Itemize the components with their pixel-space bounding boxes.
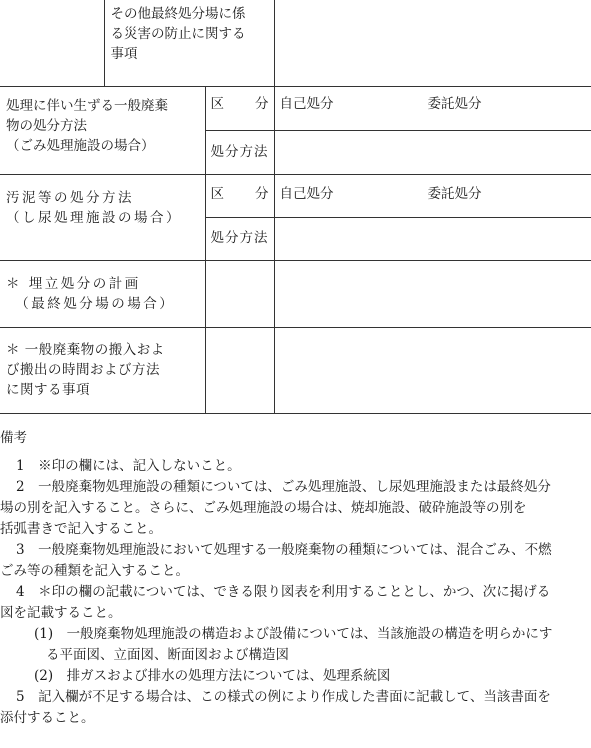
note-line: 括弧書きで記入すること。 xyxy=(0,521,162,537)
item-label-garbage-disposal: 処理に伴い生ずる一般廃棄 物の処分方法 （ごみ処理施設の場合） xyxy=(6,97,168,154)
item-cell xyxy=(0,86,205,174)
notes-section xyxy=(0,428,591,729)
row-garbage-disposal-category xyxy=(0,86,591,130)
note-line: (2) 排ガスおよび排水の処理方法については、処理系統図 xyxy=(34,668,391,684)
item-cell xyxy=(0,174,205,260)
category-options xyxy=(275,87,591,114)
input-cell-landfill-plan[interactable] xyxy=(274,260,591,327)
category-options-cell xyxy=(274,86,591,130)
notes-title: 備考 xyxy=(0,430,27,446)
option-outsourced-disposal[interactable]: 委託処分 xyxy=(427,95,482,112)
item-label-landfill-plan: ＊ 埋立処分の計画 （最終処分場の場合） xyxy=(6,275,176,312)
category-label-a: 区 xyxy=(210,95,224,112)
item-label-sludge-disposal: 汚泥等の処分方法 （し尿処理施設の場合） xyxy=(6,189,182,226)
input-cell-waste-transport[interactable] xyxy=(274,327,591,413)
empty-cell xyxy=(0,0,104,86)
category-label-b: 分 xyxy=(255,185,269,202)
method-label: 処分方法 xyxy=(210,229,269,246)
item-label-disaster-prevention: その他最終処分場に係 る災害の防止に関する 事項 xyxy=(110,6,246,62)
item-cell xyxy=(104,0,274,86)
note-line: る平面図、立面図、断面図および構造図 xyxy=(46,647,289,663)
row-sludge-disposal-category xyxy=(0,174,591,217)
note-line: ごみ等の種類を記入すること。 xyxy=(0,563,189,579)
input-cell-sludge-method[interactable] xyxy=(274,217,591,260)
blank-cell xyxy=(205,327,274,413)
blank-cell xyxy=(205,260,274,327)
category-label xyxy=(206,175,274,204)
note-line: 図を記載すること。 xyxy=(0,605,122,621)
category-label-cell xyxy=(205,174,274,217)
note-line: (1) 一般廃棄物処理施設の構造および設備については、当該施設の構造を明らかにす xyxy=(34,626,553,642)
input-cell-garbage-method[interactable] xyxy=(274,130,591,174)
note-line: 4 ＊印の欄の記載については、できる限り図表を利用することとし、かつ、次に掲げる xyxy=(16,584,551,600)
note-item xyxy=(0,540,591,582)
note-line: 5 記入欄が不足する場合は、この様式の例により作成した書面に記載して、当該書面を xyxy=(16,689,551,705)
option-self-disposal[interactable]: 自己処分 xyxy=(279,185,334,202)
category-label xyxy=(206,87,274,114)
option-outsourced-disposal[interactable]: 委託処分 xyxy=(427,185,482,202)
method-label-cell xyxy=(205,130,274,174)
item-label-waste-transport: ＊ 一般廃棄物の搬入およ び搬出の時間および方法 に関する事項 xyxy=(6,341,165,398)
item-cell xyxy=(0,260,205,327)
note-item xyxy=(0,687,591,729)
note-sub-item xyxy=(0,666,591,687)
category-label-b: 分 xyxy=(255,95,269,112)
category-options xyxy=(275,175,591,204)
category-options-cell xyxy=(274,174,591,217)
note-line: 3 一般廃棄物処理施設において処理する一般廃棄物の種類については、混合ごみ、不燃 xyxy=(16,542,552,558)
row-disaster-prevention xyxy=(0,0,591,86)
note-line: 2 一般廃棄物処理施設の種類については、ごみ処理施設、し尿処理施設または最終処分 xyxy=(16,479,551,495)
option-self-disposal[interactable]: 自己処分 xyxy=(279,95,334,112)
row-waste-transport xyxy=(0,327,591,413)
note-item xyxy=(0,456,591,477)
category-label-a: 区 xyxy=(210,185,224,202)
note-line: 添付すること。 xyxy=(0,710,95,726)
note-line: 1 ※印の欄には、記入しないこと。 xyxy=(16,458,241,474)
method-label: 処分方法 xyxy=(210,143,269,160)
row-landfill-plan xyxy=(0,260,591,327)
category-label-cell xyxy=(205,86,274,130)
item-cell xyxy=(0,327,205,413)
note-item xyxy=(0,582,591,624)
input-cell-disaster-prevention[interactable] xyxy=(274,0,591,86)
note-item xyxy=(0,477,591,540)
note-line: 場の別を記入すること。さらに、ごみ処理施設の場合は、焼却施設、破砕施設等の別を xyxy=(0,500,527,516)
note-sub-item xyxy=(0,624,591,666)
method-label-cell xyxy=(205,217,274,260)
